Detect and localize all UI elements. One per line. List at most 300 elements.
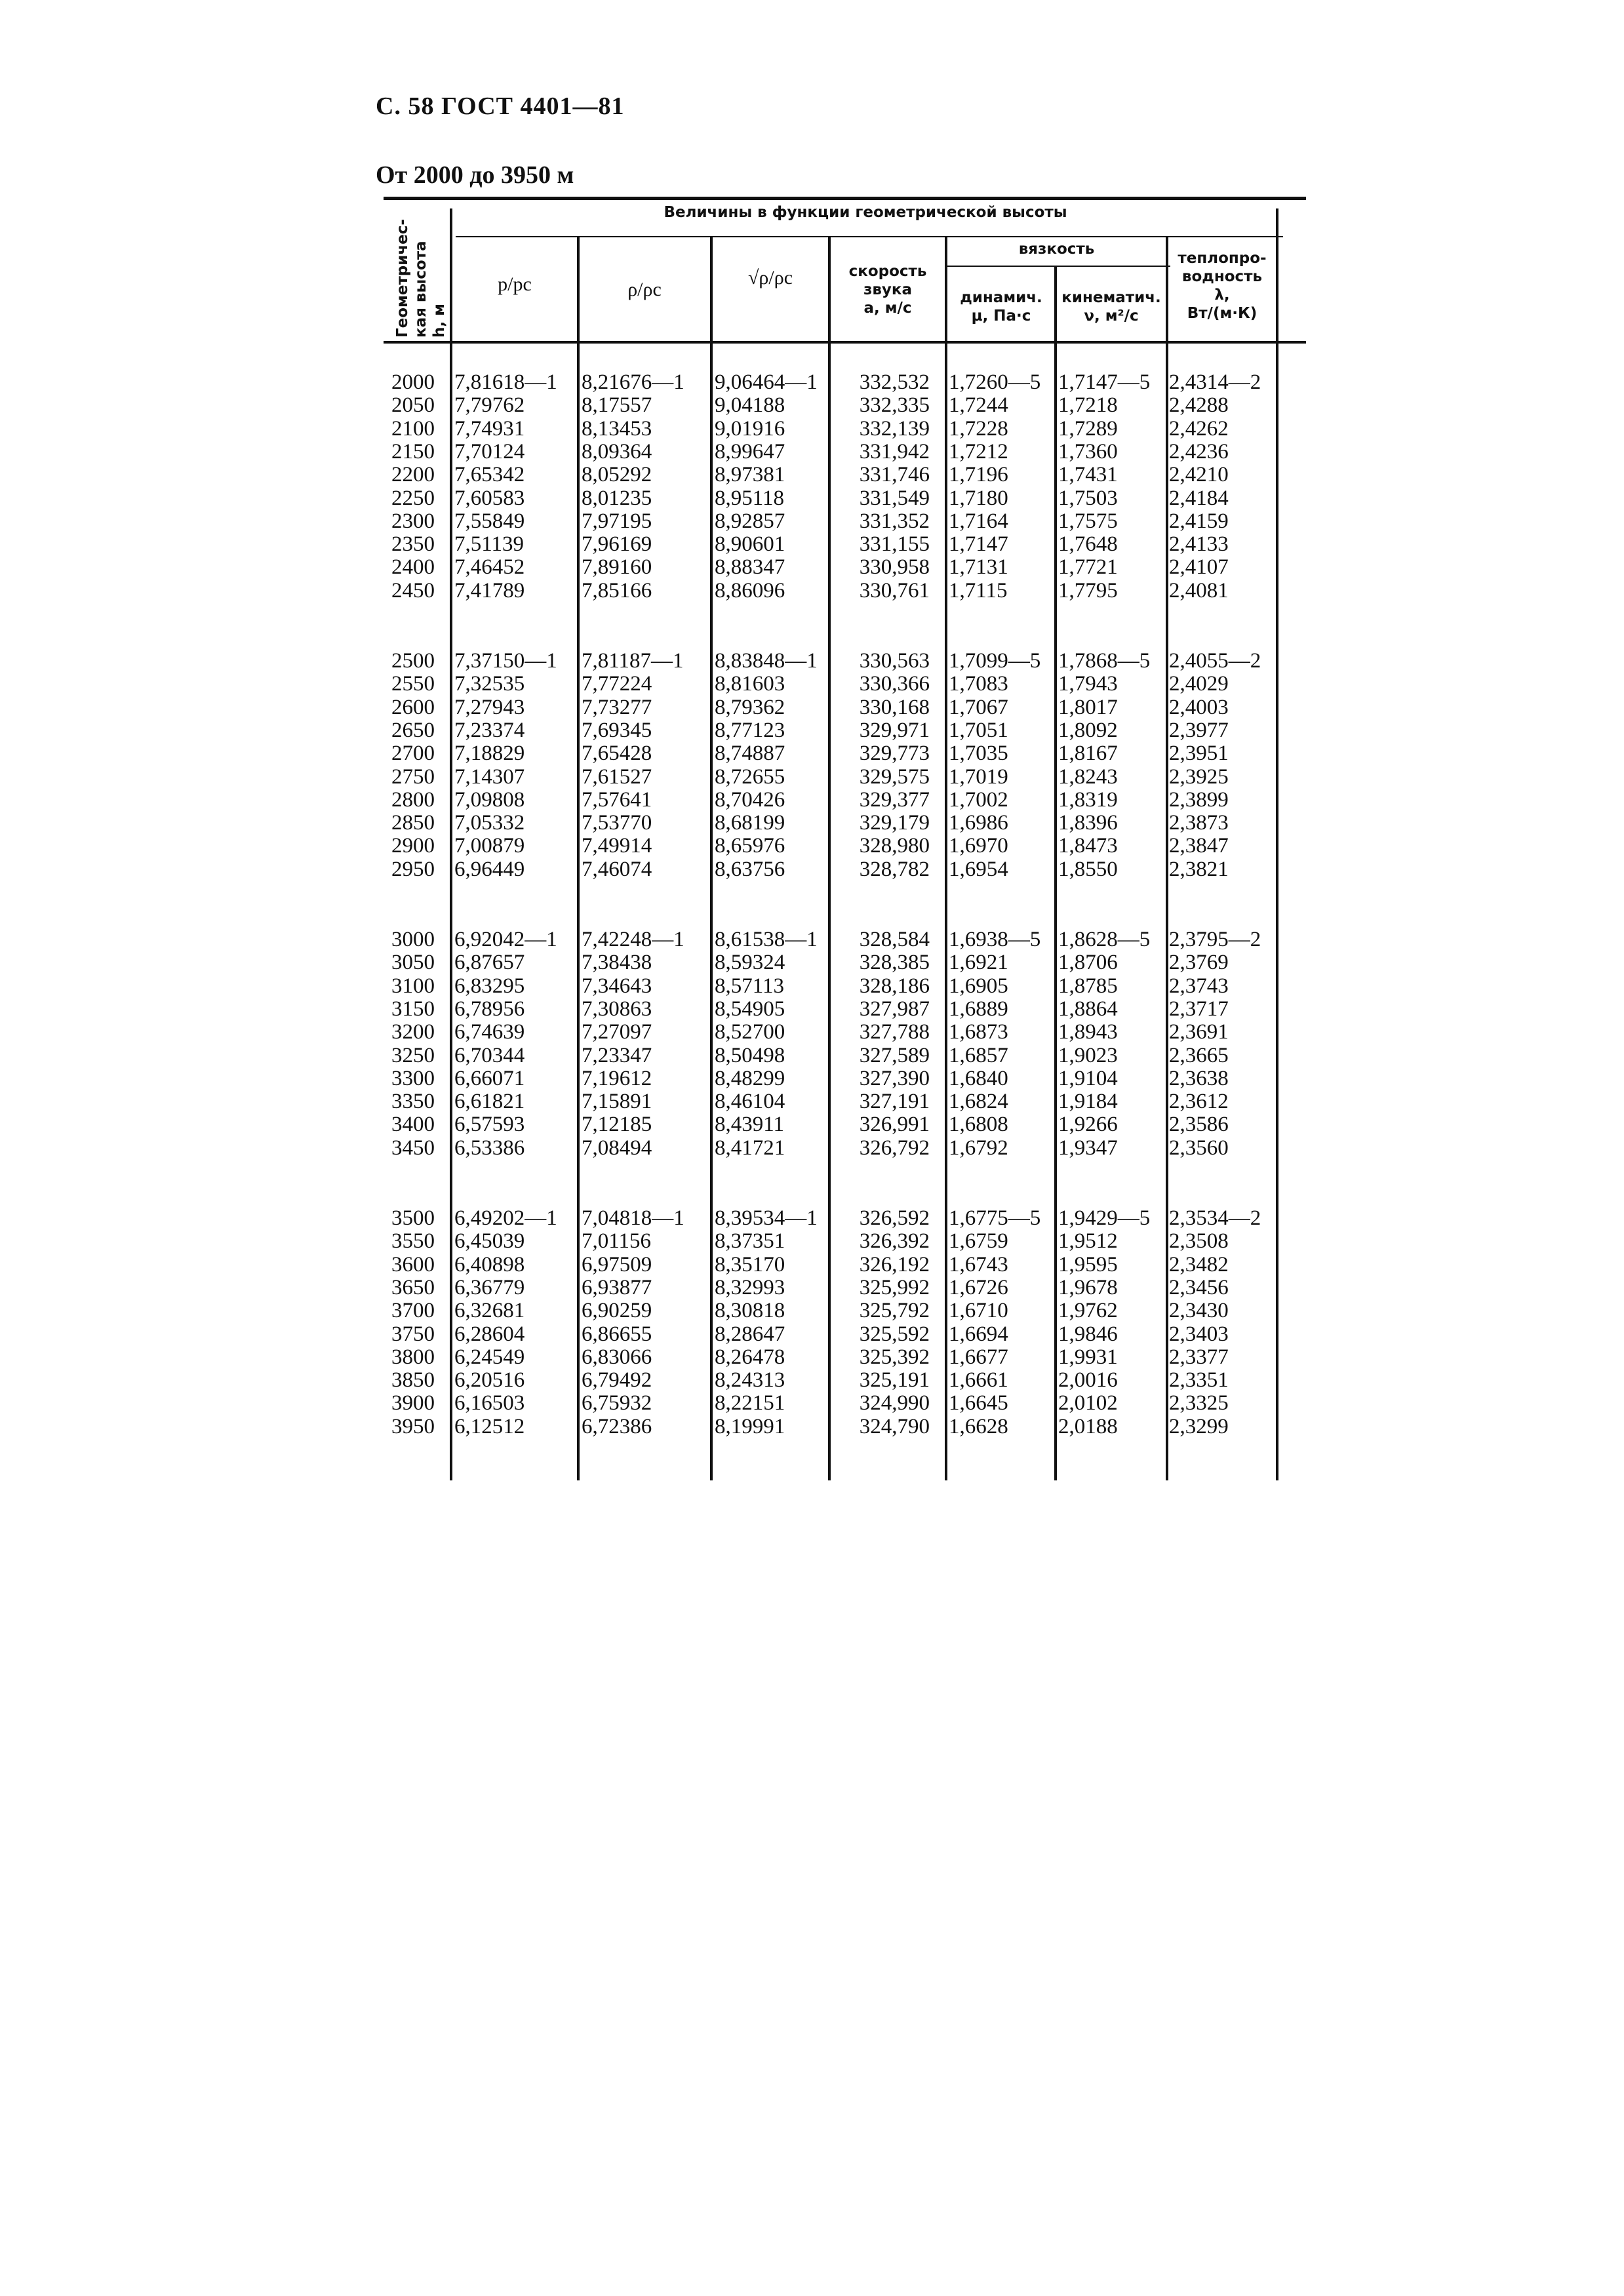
- kinematic-viscosity-cell: 1,9023: [1058, 1043, 1118, 1067]
- pressure-ratio-cell: 6,24549: [454, 1345, 525, 1369]
- sqrt-density-ratio-cell: 8,37351: [715, 1229, 785, 1254]
- altitude-cell: 3450: [391, 1136, 435, 1160]
- kinematic-viscosity-cell: 1,7218: [1058, 393, 1118, 418]
- thermal-conductivity-cell: 2,3299: [1169, 1414, 1229, 1438]
- sqrt-density-ratio-cell: 8,39534—1: [715, 1206, 818, 1230]
- pressure-ratio-header: p/pc: [498, 273, 532, 295]
- pressure-ratio-cell: 6,45039: [454, 1229, 525, 1254]
- column-divider: [450, 208, 452, 1480]
- thermal-conductivity-cell: 2,4262: [1169, 416, 1229, 441]
- sound-speed-cell: 326,792: [859, 1136, 930, 1160]
- thermal-conductivity-cell: 2,3821: [1169, 857, 1229, 881]
- sqrt-density-ratio-cell: 8,46104: [715, 1090, 785, 1114]
- dynamic-viscosity-cell: 1,7067: [949, 695, 1008, 719]
- sound-speed-cell: 331,549: [859, 486, 930, 510]
- density-ratio-cell: 7,73277: [582, 695, 652, 719]
- density-ratio-cell: 7,01156: [582, 1229, 652, 1254]
- pressure-ratio-cell: 7,14307: [454, 764, 525, 789]
- density-ratio-cell: 7,27097: [582, 1020, 652, 1044]
- kinematic-viscosity-cell: 1,8864: [1058, 997, 1118, 1021]
- density-ratio-cell: 7,57641: [582, 787, 652, 812]
- density-ratio-cell: 6,79492: [582, 1368, 652, 1393]
- column-divider: [1276, 208, 1278, 1480]
- kinematic-viscosity-cell: 1,7289: [1058, 416, 1118, 441]
- sqrt-density-ratio-cell: 8,77123: [715, 718, 785, 742]
- kinematic-viscosity-cell: 1,8396: [1058, 811, 1118, 835]
- sqrt-density-ratio-cell: 8,72655: [715, 764, 785, 789]
- dynamic-viscosity-cell: 1,7164: [949, 509, 1008, 533]
- altitude-cell: 3550: [391, 1229, 435, 1254]
- pressure-ratio-cell: 6,78956: [454, 997, 525, 1021]
- thermal-conductivity-cell: 2,4184: [1169, 486, 1229, 510]
- sqrt-density-ratio-cell: 8,26478: [715, 1345, 785, 1369]
- sqrt-density-ratio-cell: 8,50498: [715, 1043, 785, 1067]
- dynamic-viscosity-cell: 1,7196: [949, 463, 1008, 487]
- altitude-cell: 3400: [391, 1113, 435, 1137]
- sound-speed-cell: 327,788: [859, 1020, 930, 1044]
- density-ratio-cell: 6,75932: [582, 1391, 652, 1415]
- thermal-conductivity-cell: 2,3586: [1169, 1113, 1229, 1137]
- kinematic-viscosity-cell: 1,9595: [1058, 1252, 1118, 1277]
- density-ratio-cell: 8,05292: [582, 463, 652, 487]
- pressure-ratio-cell: 7,00879: [454, 834, 525, 858]
- density-ratio-cell: 7,30863: [582, 997, 652, 1021]
- dynamic-viscosity-cell: 1,6661: [949, 1368, 1008, 1393]
- group-header: Величины в функции геометрической высоты: [663, 204, 1067, 221]
- altitude-cell: 2500: [391, 649, 435, 673]
- sqrt-density-ratio-cell: 9,04188: [715, 393, 785, 418]
- sound-speed-cell: 332,532: [859, 370, 930, 394]
- thermal-conductivity-cell: 2,4081: [1169, 578, 1229, 603]
- altitude-cell: 3600: [391, 1252, 435, 1277]
- pressure-ratio-cell: 6,28604: [454, 1322, 525, 1346]
- density-ratio-cell: 7,85166: [582, 578, 652, 603]
- altitude-header: Геометричес- кая высота h, м: [394, 219, 448, 338]
- altitude-cell: 2800: [391, 787, 435, 812]
- sound-speed-cell: 327,191: [859, 1090, 930, 1114]
- sqrt-density-ratio-cell: 8,19991: [715, 1414, 785, 1438]
- thermal-conductivity-cell: 2,3377: [1169, 1345, 1229, 1369]
- dynamic-viscosity-cell: 1,6645: [949, 1391, 1008, 1415]
- sound-speed-cell: 328,186: [859, 974, 930, 998]
- thermal-conductivity-cell: 2,4314—2: [1169, 370, 1261, 394]
- altitude-cell: 2350: [391, 532, 435, 557]
- density-ratio-cell: 7,15891: [582, 1090, 652, 1114]
- kinematic-viscosity-cell: 1,8785: [1058, 974, 1118, 998]
- altitude-cell: 2950: [391, 857, 435, 881]
- altitude-cell: 3000: [391, 928, 435, 951]
- thermal-conductivity-cell: 2,3612: [1169, 1090, 1229, 1114]
- thermal-conductivity-cell: 2,3691: [1169, 1020, 1229, 1044]
- altitude-cell: 2100: [391, 416, 435, 441]
- pressure-ratio-cell: 7,05332: [454, 811, 525, 835]
- density-ratio-cell: 8,13453: [582, 416, 652, 441]
- altitude-cell: 2550: [391, 672, 435, 696]
- density-ratio-cell: 8,21676—1: [582, 370, 684, 394]
- density-ratio-cell: 7,04818—1: [582, 1206, 684, 1230]
- sound-speed-cell: 325,992: [859, 1275, 930, 1299]
- sqrt-density-ratio-cell: 8,22151: [715, 1391, 785, 1415]
- sqrt-density-ratio-cell: 8,63756: [715, 857, 785, 881]
- sound-speed-cell: 328,980: [859, 834, 930, 858]
- thermal-conductivity-cell: 2,3534—2: [1169, 1206, 1261, 1230]
- pressure-ratio-cell: 6,61821: [454, 1090, 525, 1114]
- dynamic-viscosity-cell: 1,6857: [949, 1043, 1008, 1067]
- dynamic-viscosity-cell: 1,7180: [949, 486, 1008, 510]
- density-ratio-cell: 7,81187—1: [582, 649, 684, 673]
- altitude-cell: 3650: [391, 1275, 435, 1299]
- sound-speed-cell: 332,139: [859, 416, 930, 441]
- thermal-conductivity-cell: 2,3743: [1169, 974, 1229, 998]
- sqrt-density-ratio-cell: 8,79362: [715, 695, 785, 719]
- sqrt-density-ratio-cell: 8,99647: [715, 439, 785, 464]
- kinematic-viscosity-cell: 2,0188: [1058, 1414, 1118, 1438]
- sound-speed-cell: 328,584: [859, 928, 930, 951]
- sqrt-density-ratio-cell: 8,28647: [715, 1322, 785, 1346]
- kinematic-viscosity-cell: 2,0016: [1058, 1368, 1118, 1393]
- pressure-ratio-cell: 6,74639: [454, 1020, 525, 1044]
- density-ratio-cell: 7,49914: [582, 834, 652, 858]
- pressure-ratio-cell: 6,53386: [454, 1136, 525, 1160]
- kinematic-viscosity-cell: 1,9512: [1058, 1229, 1118, 1254]
- dynamic-viscosity-cell: 1,6905: [949, 974, 1008, 998]
- kinematic-viscosity-cell: 1,7721: [1058, 555, 1118, 580]
- density-ratio-cell: 7,61527: [582, 764, 652, 789]
- thermal-conductivity-cell: 2,3717: [1169, 997, 1229, 1021]
- altitude-cell: 2050: [391, 393, 435, 418]
- density-ratio-cell: 8,09364: [582, 439, 652, 464]
- sound-speed-cell: 324,990: [859, 1391, 930, 1415]
- sound-speed-cell: 331,942: [859, 439, 930, 464]
- altitude-cell: 3950: [391, 1414, 435, 1438]
- thermal-conductivity-cell: 2,4055—2: [1169, 649, 1261, 673]
- thermal-conductivity-cell: 2,3847: [1169, 834, 1229, 858]
- sound-speed-cell: 326,392: [859, 1229, 930, 1254]
- dynamic-viscosity-cell: 1,6824: [949, 1090, 1008, 1114]
- pressure-ratio-cell: 7,81618—1: [454, 370, 557, 394]
- pressure-ratio-cell: 7,18829: [454, 742, 525, 766]
- dynamic-viscosity-cell: 1,6808: [949, 1113, 1008, 1137]
- density-ratio-header: ρ/ρc: [627, 279, 662, 300]
- kinematic-viscosity-cell: 1,8243: [1058, 764, 1118, 789]
- kinematic-viscosity-cell: 1,7648: [1058, 532, 1118, 557]
- pressure-ratio-cell: 7,51139: [454, 532, 525, 557]
- group-header-rule: [456, 236, 1283, 237]
- pressure-ratio-cell: 7,37150—1: [454, 649, 557, 673]
- dynamic-viscosity-cell: 1,6840: [949, 1066, 1008, 1090]
- thermal-conductivity-cell: 2,4236: [1169, 439, 1229, 464]
- density-ratio-cell: 7,46074: [582, 857, 652, 881]
- table-top-rule: [384, 197, 1306, 200]
- altitude-cell: 3800: [391, 1345, 435, 1369]
- sound-speed-cell: 329,971: [859, 718, 930, 742]
- pressure-ratio-cell: 7,41789: [454, 578, 525, 603]
- dynamic-viscosity-cell: 1,6889: [949, 997, 1008, 1021]
- pressure-ratio-cell: 7,23374: [454, 718, 525, 742]
- altitude-cell: 3150: [391, 997, 435, 1021]
- altitude-cell: 2750: [391, 764, 435, 789]
- dynamic-viscosity-cell: 1,7228: [949, 416, 1008, 441]
- density-ratio-cell: 7,96169: [582, 532, 652, 557]
- altitude-cell: 2000: [391, 370, 435, 394]
- dynamic-viscosity-cell: 1,6743: [949, 1252, 1008, 1277]
- kinematic-viscosity-cell: 1,7431: [1058, 463, 1118, 487]
- sound-speed-cell: 330,563: [859, 649, 930, 673]
- thermal-conductivity-cell: 2,3560: [1169, 1136, 1229, 1160]
- dynamic-viscosity-cell: 1,7019: [949, 764, 1008, 789]
- kinematic-viscosity-cell: 1,9678: [1058, 1275, 1118, 1299]
- dynamic-viscosity-cell: 1,7099—5: [949, 649, 1041, 673]
- sqrt-density-ratio-cell: 8,43911: [715, 1113, 785, 1137]
- density-ratio-cell: 7,19612: [582, 1066, 652, 1090]
- sqrt-density-ratio-cell: 8,52700: [715, 1020, 785, 1044]
- altitude-cell: 3300: [391, 1066, 435, 1090]
- dynamic-viscosity-cell: 1,7212: [949, 439, 1008, 464]
- kinematic-viscosity-cell: 1,7943: [1058, 672, 1118, 696]
- sqrt-density-ratio-cell: 9,01916: [715, 416, 785, 441]
- thermal-conductivity-cell: 2,3430: [1169, 1299, 1229, 1323]
- sound-speed-cell: 329,377: [859, 787, 930, 812]
- sqrt-density-ratio-cell: 8,65976: [715, 834, 785, 858]
- sqrt-density-ratio-cell: 8,70426: [715, 787, 785, 812]
- thermal-conductivity-cell: 2,3638: [1169, 1066, 1229, 1090]
- sound-speed-cell: 325,592: [859, 1322, 930, 1346]
- kinematic-viscosity-cell: 1,7795: [1058, 578, 1118, 603]
- sqrt-density-ratio-cell: 8,81603: [715, 672, 785, 696]
- kinematic-viscosity-cell: 1,8319: [1058, 787, 1118, 812]
- sound-speed-cell: 324,790: [859, 1414, 930, 1438]
- density-ratio-cell: 7,97195: [582, 509, 652, 533]
- thermal-conductivity-cell: 2,3482: [1169, 1252, 1229, 1277]
- pressure-ratio-cell: 6,96449: [454, 857, 525, 881]
- dynamic-viscosity-cell: 1,6710: [949, 1299, 1008, 1323]
- dynamic-viscosity-cell: 1,6792: [949, 1136, 1008, 1160]
- sound-speed-cell: 331,746: [859, 463, 930, 487]
- pressure-ratio-cell: 7,55849: [454, 509, 525, 533]
- sound-speed-cell: 329,773: [859, 742, 930, 766]
- dynamic-viscosity-cell: 1,7244: [949, 393, 1008, 418]
- density-ratio-cell: 7,08494: [582, 1136, 652, 1160]
- kinematic-viscosity-cell: 1,9762: [1058, 1299, 1118, 1323]
- thermal-conductivity-cell: 2,3977: [1169, 718, 1229, 742]
- thermal-conductivity-cell: 2,4159: [1169, 509, 1229, 533]
- sqrt-density-ratio-cell: 8,97381: [715, 463, 785, 487]
- thermal-conductivity-header: теплопро- водность λ, Вт/(м·К): [1178, 250, 1267, 322]
- sqrt-density-ratio-cell: 8,92857: [715, 509, 785, 533]
- dynamic-viscosity-cell: 1,6954: [949, 857, 1008, 881]
- pressure-ratio-cell: 6,36779: [454, 1275, 525, 1299]
- sound-speed-cell: 330,366: [859, 672, 930, 696]
- kinematic-viscosity-cell: 1,7575: [1058, 509, 1118, 533]
- column-divider: [1166, 236, 1168, 1480]
- density-ratio-cell: 7,89160: [582, 555, 652, 580]
- altitude-cell: 3500: [391, 1206, 435, 1230]
- sound-speed-cell: 326,991: [859, 1113, 930, 1137]
- dynamic-viscosity-cell: 1,7115: [949, 578, 1008, 603]
- altitude-cell: 3100: [391, 974, 435, 998]
- dynamic-viscosity-cell: 1,6873: [949, 1020, 1008, 1044]
- dynamic-viscosity-cell: 1,7147: [949, 532, 1008, 557]
- dynamic-viscosity-cell: 1,6628: [949, 1414, 1008, 1438]
- altitude-cell: 2650: [391, 718, 435, 742]
- sound-speed-cell: 329,575: [859, 764, 930, 789]
- sqrt-density-ratio-cell: 8,74887: [715, 742, 785, 766]
- sqrt-density-ratio-cell: 8,95118: [715, 486, 785, 510]
- thermal-conductivity-cell: 2,3508: [1169, 1229, 1229, 1254]
- thermal-conductivity-cell: 2,4107: [1169, 555, 1229, 580]
- kinematic-viscosity-header: кинематич. ν, м²/с: [1061, 289, 1161, 325]
- pressure-ratio-cell: 6,57593: [454, 1113, 525, 1137]
- altitude-cell: 2900: [391, 834, 435, 858]
- sqrt-density-ratio-cell: 8,24313: [715, 1368, 785, 1393]
- density-ratio-cell: 7,69345: [582, 718, 652, 742]
- dynamic-viscosity-header: динамич. μ, Па·с: [960, 289, 1042, 325]
- kinematic-viscosity-cell: 1,7503: [1058, 486, 1118, 510]
- density-ratio-cell: 7,34643: [582, 974, 652, 998]
- dynamic-viscosity-cell: 1,6921: [949, 951, 1008, 975]
- column-divider: [828, 236, 831, 1480]
- pressure-ratio-cell: 6,87657: [454, 951, 525, 975]
- pressure-ratio-cell: 6,16503: [454, 1391, 525, 1415]
- thermal-conductivity-cell: 2,4133: [1169, 532, 1229, 557]
- sound-speed-header: скорость звука a, м/с: [848, 263, 927, 317]
- altitude-cell: 3700: [391, 1299, 435, 1323]
- thermal-conductivity-cell: 2,3925: [1169, 764, 1229, 789]
- altitude-cell: 3750: [391, 1322, 435, 1346]
- thermal-conductivity-cell: 2,4288: [1169, 393, 1229, 418]
- pressure-ratio-cell: 6,83295: [454, 974, 525, 998]
- sqrt-density-ratio-cell: 8,30818: [715, 1299, 785, 1323]
- kinematic-viscosity-cell: 1,8092: [1058, 718, 1118, 742]
- column-divider: [945, 236, 947, 1480]
- dynamic-viscosity-cell: 1,6677: [949, 1345, 1008, 1369]
- altitude-cell: 3250: [391, 1043, 435, 1067]
- sound-speed-cell: 330,168: [859, 695, 930, 719]
- dynamic-viscosity-cell: 1,6759: [949, 1229, 1008, 1254]
- density-ratio-cell: 6,86655: [582, 1322, 652, 1346]
- altitude-cell: 3850: [391, 1368, 435, 1393]
- density-ratio-cell: 6,90259: [582, 1299, 652, 1323]
- altitude-cell: 2600: [391, 695, 435, 719]
- sound-speed-cell: 326,192: [859, 1252, 930, 1277]
- thermal-conductivity-cell: 2,3795—2: [1169, 928, 1261, 951]
- altitude-cell: 2850: [391, 811, 435, 835]
- viscosity-rule: [947, 266, 1170, 267]
- dynamic-viscosity-cell: 1,7260—5: [949, 370, 1041, 394]
- pressure-ratio-cell: 7,70124: [454, 439, 525, 464]
- sound-speed-cell: 327,987: [859, 997, 930, 1021]
- altitude-cell: 2700: [391, 742, 435, 766]
- density-ratio-cell: 8,01235: [582, 486, 652, 510]
- sqrt-density-ratio-cell: 8,57113: [715, 974, 785, 998]
- sound-speed-cell: 331,352: [859, 509, 930, 533]
- pressure-ratio-cell: 6,66071: [454, 1066, 525, 1090]
- density-ratio-cell: 6,97509: [582, 1252, 652, 1277]
- dynamic-viscosity-cell: 1,7002: [949, 787, 1008, 812]
- sqrt-density-ratio-cell: 8,48299: [715, 1066, 785, 1090]
- kinematic-viscosity-cell: 1,8473: [1058, 834, 1118, 858]
- sqrt-density-ratio-cell: 8,83848—1: [715, 649, 818, 673]
- sound-speed-cell: 329,179: [859, 811, 930, 835]
- altitude-cell: 2150: [391, 439, 435, 464]
- dynamic-viscosity-cell: 1,7131: [949, 555, 1008, 580]
- kinematic-viscosity-cell: 1,8628—5: [1058, 928, 1151, 951]
- sqrt-density-ratio-cell: 8,90601: [715, 532, 785, 557]
- density-ratio-cell: 7,12185: [582, 1113, 652, 1137]
- column-divider: [1054, 266, 1057, 1480]
- density-ratio-cell: 7,53770: [582, 811, 652, 835]
- dynamic-viscosity-cell: 1,6694: [949, 1322, 1008, 1346]
- kinematic-viscosity-cell: 1,8943: [1058, 1020, 1118, 1044]
- density-ratio-cell: 7,65428: [582, 742, 652, 766]
- dynamic-viscosity-cell: 1,6938—5: [949, 928, 1041, 951]
- density-ratio-cell: 8,17557: [582, 393, 652, 418]
- density-ratio-cell: 6,93877: [582, 1275, 652, 1299]
- thermal-conductivity-cell: 2,3769: [1169, 951, 1229, 975]
- kinematic-viscosity-cell: 2,0102: [1058, 1391, 1118, 1415]
- sqrt-density-ratio-cell: 8,54905: [715, 997, 785, 1021]
- kinematic-viscosity-cell: 1,9429—5: [1058, 1206, 1151, 1230]
- dynamic-viscosity-cell: 1,6775—5: [949, 1206, 1041, 1230]
- sound-speed-cell: 325,792: [859, 1299, 930, 1323]
- altitude-cell: 3050: [391, 951, 435, 975]
- sound-speed-cell: 327,589: [859, 1043, 930, 1067]
- thermal-conductivity-cell: 2,3951: [1169, 742, 1229, 766]
- sqrt-density-ratio-cell: 8,61538—1: [715, 928, 818, 951]
- sound-speed-cell: 330,761: [859, 578, 930, 603]
- kinematic-viscosity-cell: 1,8706: [1058, 951, 1118, 975]
- kinematic-viscosity-cell: 1,9266: [1058, 1113, 1118, 1137]
- sound-speed-cell: 331,155: [859, 532, 930, 557]
- pressure-ratio-cell: 6,92042—1: [454, 928, 557, 951]
- sqrt-density-ratio-cell: 8,86096: [715, 578, 785, 603]
- pressure-ratio-cell: 6,49202—1: [454, 1206, 557, 1230]
- sqrt-density-ratio-cell: 8,59324: [715, 951, 785, 975]
- thermal-conductivity-cell: 2,3351: [1169, 1368, 1229, 1393]
- pressure-ratio-cell: 6,12512: [454, 1414, 525, 1438]
- kinematic-viscosity-cell: 1,7868—5: [1058, 649, 1151, 673]
- thermal-conductivity-cell: 2,4029: [1169, 672, 1229, 696]
- density-ratio-cell: 7,38438: [582, 951, 652, 975]
- dynamic-viscosity-cell: 1,6970: [949, 834, 1008, 858]
- sqrt-density-ratio-cell: 8,68199: [715, 811, 785, 835]
- sound-speed-cell: 325,191: [859, 1368, 930, 1393]
- altitude-cell: 2250: [391, 486, 435, 510]
- altitude-cell: 3900: [391, 1391, 435, 1415]
- density-ratio-cell: 7,42248—1: [582, 928, 684, 951]
- altitude-cell: 2450: [391, 578, 435, 603]
- sqrt-density-ratio-cell: 8,88347: [715, 555, 785, 580]
- thermal-conductivity-cell: 2,3899: [1169, 787, 1229, 812]
- altitude-cell: 2400: [391, 555, 435, 580]
- sound-speed-cell: 328,385: [859, 951, 930, 975]
- altitude-cell: 2300: [391, 509, 435, 533]
- kinematic-viscosity-cell: 1,7360: [1058, 439, 1118, 464]
- page-header: С. 58 ГОСТ 4401—81: [376, 92, 625, 120]
- sound-speed-cell: 332,335: [859, 393, 930, 418]
- dynamic-viscosity-cell: 1,6726: [949, 1275, 1008, 1299]
- thermal-conductivity-cell: 2,3873: [1169, 811, 1229, 835]
- kinematic-viscosity-cell: 1,8017: [1058, 695, 1118, 719]
- sound-speed-cell: 325,392: [859, 1345, 930, 1369]
- pressure-ratio-cell: 7,27943: [454, 695, 525, 719]
- thermal-conductivity-cell: 2,3325: [1169, 1391, 1229, 1415]
- density-ratio-cell: 6,72386: [582, 1414, 652, 1438]
- pressure-ratio-cell: 7,79762: [454, 393, 525, 418]
- kinematic-viscosity-cell: 1,9104: [1058, 1066, 1118, 1090]
- thermal-conductivity-cell: 2,4210: [1169, 463, 1229, 487]
- pressure-ratio-cell: 7,46452: [454, 555, 525, 580]
